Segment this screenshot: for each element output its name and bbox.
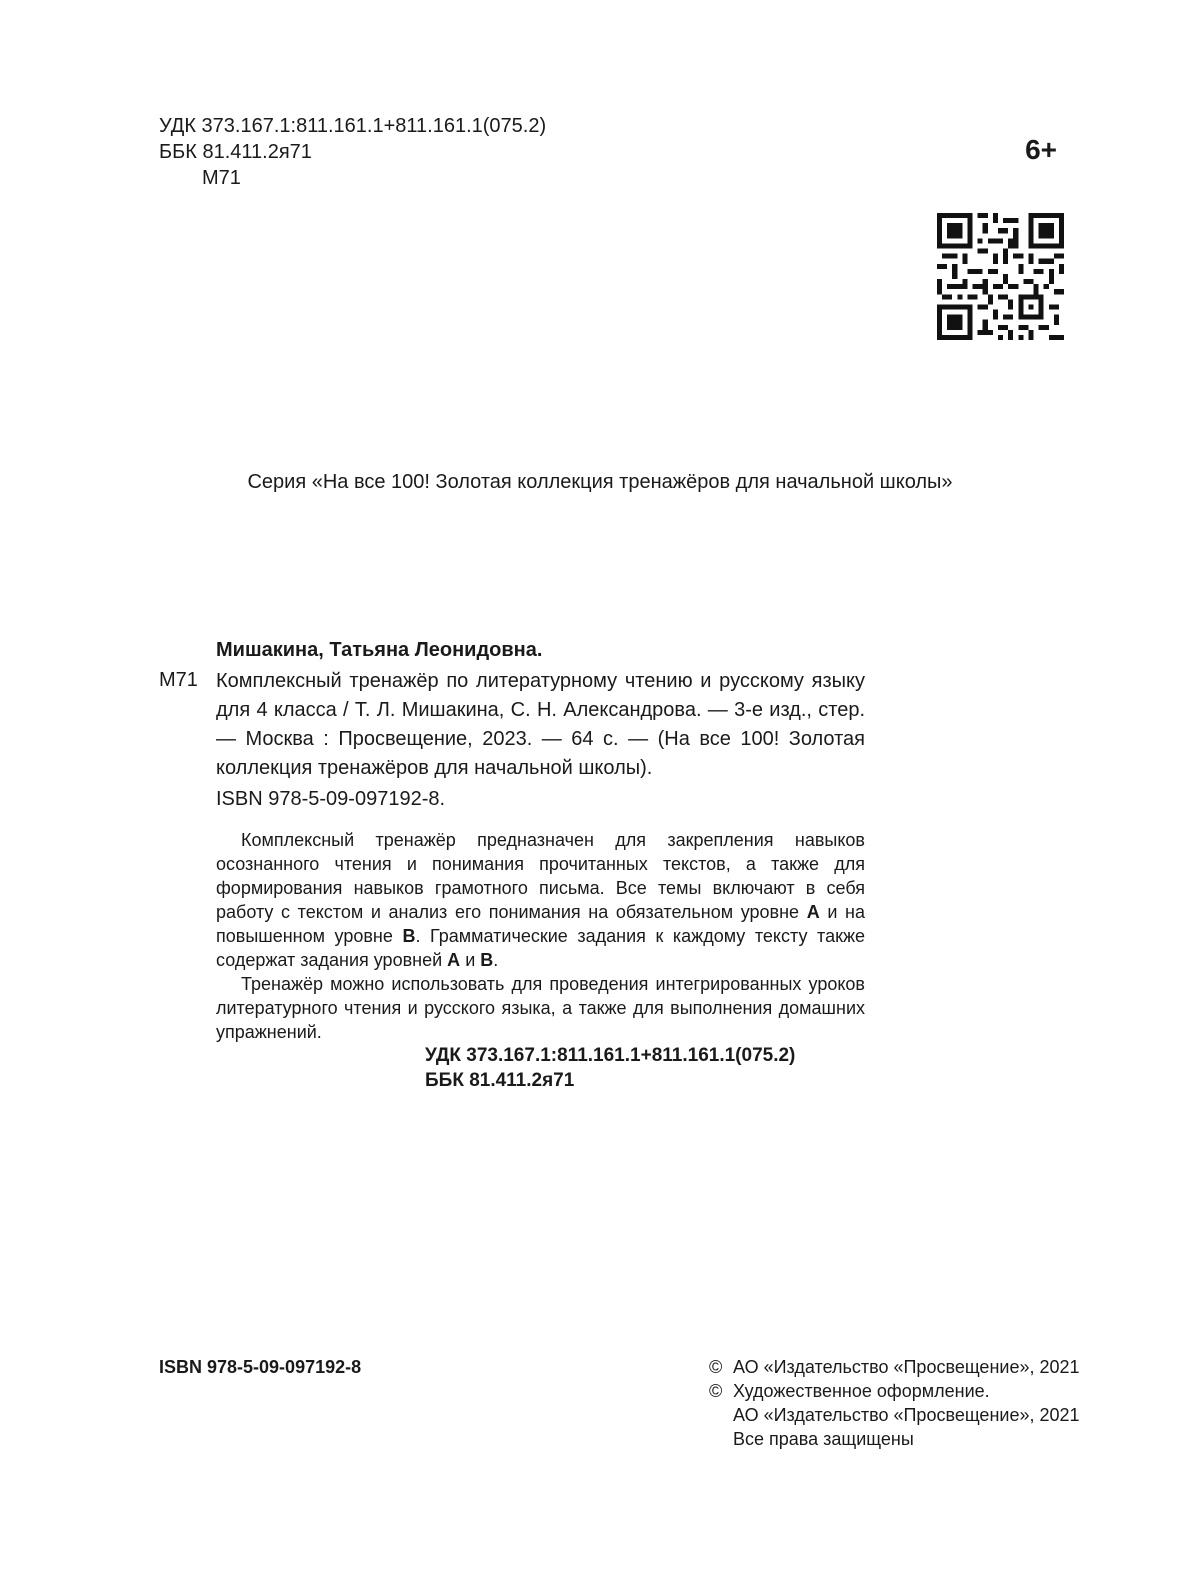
- card-classification: [425, 1043, 795, 1093]
- series-title: Серия «На все 100! Золотая коллекция тренажёров для начальной школы»: [247, 471, 953, 493]
- description-text: Комплексный тренажёр по литературному чтению и русскому языку для 4 класса / Т. Л. Мишакина, С. Н. Александрова. — 3-е изд., стер. — Москва : Просвещение, 2023. — 64 с. — (На все 100! Золотая коллекция тренажёров для начальной школы).: [216, 670, 865, 779]
- copyright-line-2: © Художественное оформление.: [709, 1381, 990, 1401]
- footer-isbn: ISBN 978-5-09-097192-8: [159, 1357, 362, 1377]
- bbk-code: ББК 81.411.2я71: [159, 141, 312, 163]
- age-rating: 6+: [1025, 134, 1057, 165]
- header-classification: [159, 113, 546, 191]
- bibliographic-description: [216, 667, 865, 814]
- author-mark: М71: [202, 167, 241, 189]
- card-bbk: ББК 81.411.2я71: [425, 1070, 575, 1091]
- annotation: [216, 828, 865, 1044]
- rights-reserved: Все права защищены: [733, 1429, 914, 1449]
- copyright-block: [709, 1355, 1080, 1451]
- card-udk: УДК 373.167.1:811.161.1+811.161.1(075.2): [425, 1045, 796, 1066]
- card-isbn: ISBN 978-5-09-097192-8.: [216, 788, 446, 810]
- annotation-paragraph-1: Комплексный тренажёр предназначен для закрепления навыков осознанного чтения и понимания прочитанных текстов, а также для формирования навыков грамотного письма. Все темы включают в себя работу с текстом и анализ его понимания на обязательном уровне А и на повышенном уровне В. Грамматические задания к каждому тексту также содержат задания уровней А и В.: [216, 830, 865, 970]
- annotation-paragraph-2: Тренажёр можно использовать для проведения интегрированных уроков литературного чтения и русского языка, а также для выполнения домашних упражнений.: [216, 974, 865, 1042]
- author-name: Мишакина, Татьяна Леонидовна.: [216, 639, 543, 661]
- udk-code: УДК 373.167.1:811.161.1+811.161.1(075.2): [159, 115, 547, 137]
- copyright-line-3: АО «Издательство «Просвещение», 2021: [733, 1405, 1080, 1425]
- copyright-line-1: © АО «Издательство «Просвещение», 2021: [709, 1357, 1080, 1377]
- copyright-icon: ©: [709, 1381, 723, 1401]
- copyright-icon: ©: [709, 1357, 723, 1377]
- card-author-mark: М71: [159, 669, 198, 691]
- qr-code-icon: [937, 213, 1064, 340]
